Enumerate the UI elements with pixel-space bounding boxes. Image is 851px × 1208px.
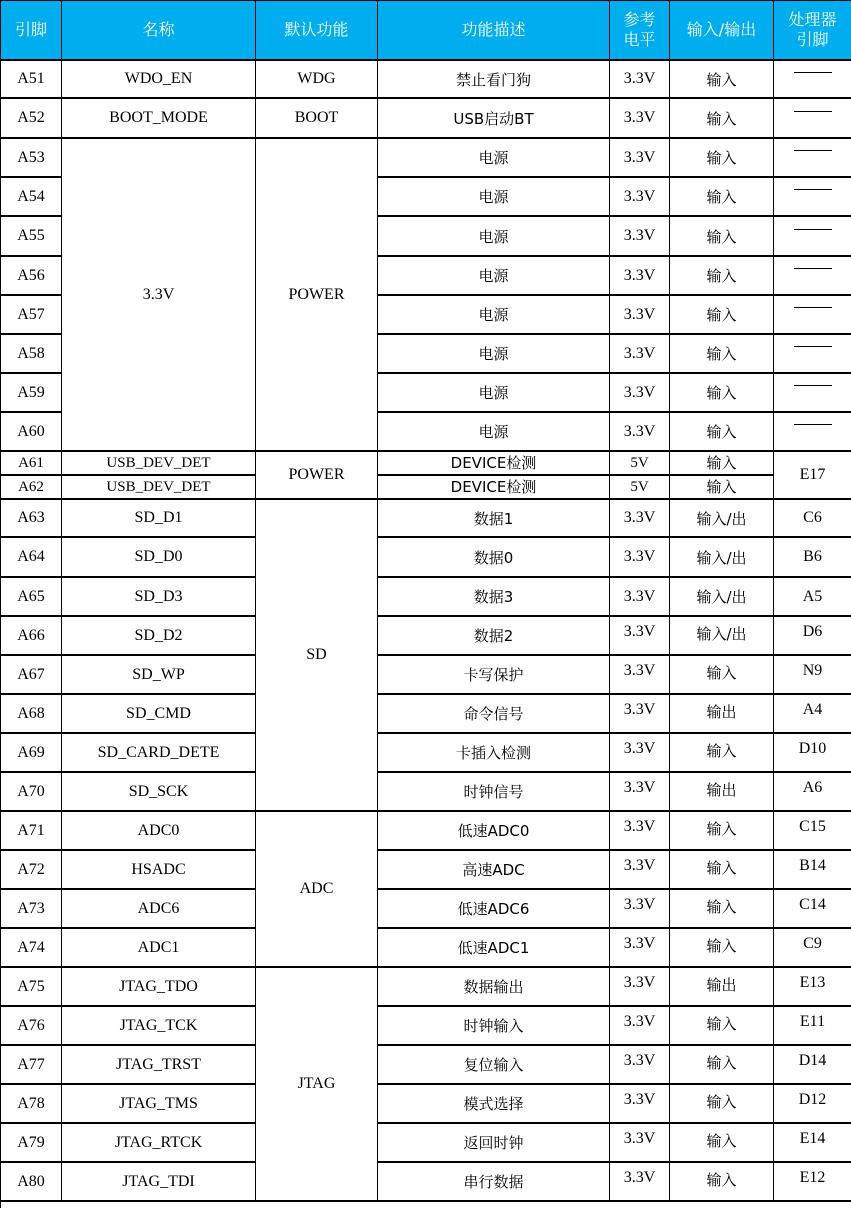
name-cell: JTAG_RTCK <box>62 1124 256 1163</box>
level-cell: 3.3V <box>610 812 670 851</box>
pin-cell: A52 <box>1 99 62 139</box>
pin-cell: A71 <box>1 812 62 851</box>
pin-cell: A64 <box>1 538 62 578</box>
io-cell: 输入 <box>670 296 774 335</box>
name-cell: SD_D3 <box>62 578 256 617</box>
dash-mark <box>794 424 832 425</box>
cpu-pin-cell <box>774 139 851 178</box>
level-cell: 3.3V <box>610 139 670 178</box>
io-cell: 输入/出 <box>670 538 774 578</box>
dash-mark <box>794 189 832 190</box>
name-cell: SD_CMD <box>62 695 256 734</box>
description-cell: 禁止看门狗 <box>378 61 610 99</box>
name-cell: JTAG_TDI <box>62 1163 256 1202</box>
description-cell: 时钟输入 <box>378 1007 610 1046</box>
level-cell: 3.3V <box>610 178 670 217</box>
dash-mark <box>794 385 832 386</box>
cpu-pin-cell: C9 <box>774 929 851 968</box>
adc-function-cell: ADC <box>256 812 378 968</box>
dash-mark <box>794 150 832 151</box>
level-cell: 3.3V <box>610 929 670 968</box>
pin-cell: A53 <box>1 139 62 178</box>
dash-mark <box>794 307 832 308</box>
dash-mark <box>794 111 832 112</box>
io-cell: 输入 <box>670 1007 774 1046</box>
io-cell: 输入 <box>670 374 774 413</box>
level-cell: 3.3V <box>610 413 670 452</box>
io-cell: 输入 <box>670 476 774 500</box>
pin-cell: A80 <box>1 1163 62 1202</box>
description-cell: 电源 <box>378 374 610 413</box>
description-cell: 卡插入检测 <box>378 734 610 773</box>
description-cell: 命令信号 <box>378 695 610 734</box>
cpu-pin-cell: C14 <box>774 890 851 929</box>
pin-cell: A76 <box>1 1007 62 1046</box>
pin-cell: A79 <box>1 1124 62 1163</box>
pin-cell: A65 <box>1 578 62 617</box>
level-cell: 3.3V <box>610 61 670 99</box>
description-cell: 串行数据 <box>378 1163 610 1202</box>
io-cell: 输入 <box>670 1085 774 1124</box>
name-cell: JTAG_TMS <box>62 1085 256 1124</box>
io-cell: 输入 <box>670 929 774 968</box>
cpu-pin-cell <box>774 413 851 452</box>
description-cell: 时钟信号 <box>378 773 610 812</box>
description-cell: 数据0 <box>378 538 610 578</box>
cpu-pin-cell: E12 <box>774 1163 851 1202</box>
io-cell: 输入 <box>670 217 774 257</box>
description-cell: 电源 <box>378 413 610 452</box>
name-cell: JTAG_TDO <box>62 968 256 1007</box>
level-cell: 3.3V <box>610 1085 670 1124</box>
name-cell: USB_DEV_DET <box>62 452 256 476</box>
description-cell: 模式选择 <box>378 1085 610 1124</box>
pin-cell: A72 <box>1 851 62 890</box>
cpu-pin-cell <box>774 335 851 374</box>
header-default-function: 默认功能 <box>256 1 378 61</box>
pin-cell: A75 <box>1 968 62 1007</box>
name-cell: SD_D1 <box>62 500 256 538</box>
io-cell: 输出 <box>670 695 774 734</box>
cpu-pin-cell: B6 <box>774 538 851 578</box>
header-cpu-pin: 处理器 引脚 <box>774 1 851 61</box>
pin-cell: A59 <box>1 374 62 413</box>
io-cell: 输入 <box>670 139 774 178</box>
level-cell: 3.3V <box>610 851 670 890</box>
io-cell: 输入 <box>670 178 774 217</box>
pin-cell: A56 <box>1 257 62 296</box>
pin-cell: A78 <box>1 1085 62 1124</box>
cpu-pin-cell <box>774 178 851 217</box>
dash-mark <box>794 229 832 230</box>
pin-cell: A73 <box>1 890 62 929</box>
pin-cell: A77 <box>1 1046 62 1085</box>
pin-cell: A54 <box>1 178 62 217</box>
cpu-pin-cell: E14 <box>774 1124 851 1163</box>
pin-cell: A68 <box>1 695 62 734</box>
io-cell: 输入 <box>670 851 774 890</box>
description-cell: 数据2 <box>378 617 610 656</box>
cpu-pin-cell <box>774 61 851 99</box>
level-cell: 3.3V <box>610 773 670 812</box>
description-cell: 电源 <box>378 178 610 217</box>
description-cell: DEVICE检测 <box>378 476 610 500</box>
description-cell: 低速ADC6 <box>378 890 610 929</box>
header-io: 输入/输出 <box>670 1 774 61</box>
level-cell: 3.3V <box>610 1163 670 1202</box>
name-cell: JTAG_TRST <box>62 1046 256 1085</box>
name-cell: HSADC <box>62 851 256 890</box>
level-cell: 3.3V <box>610 1046 670 1085</box>
pin-cell: A70 <box>1 773 62 812</box>
description-cell: USB启动BT <box>378 99 610 139</box>
description-cell: 数据输出 <box>378 968 610 1007</box>
pin-cell: A67 <box>1 656 62 695</box>
io-cell: 输入/出 <box>670 578 774 617</box>
pin-cell: A60 <box>1 413 62 452</box>
io-cell: 输入 <box>670 890 774 929</box>
description-cell: 返回时钟 <box>378 1124 610 1163</box>
io-cell: 输出 <box>670 773 774 812</box>
cpu-pin-cell: D14 <box>774 1046 851 1085</box>
name-cell: SD_D0 <box>62 538 256 578</box>
io-cell: 输入 <box>670 1124 774 1163</box>
level-cell: 3.3V <box>610 257 670 296</box>
io-cell: 输入 <box>670 1046 774 1085</box>
level-cell: 3.3V <box>610 99 670 139</box>
pin-cell: A62 <box>1 476 62 500</box>
description-cell: 电源 <box>378 335 610 374</box>
name-cell: SD_CARD_DETE <box>62 734 256 773</box>
level-cell: 3.3V <box>610 217 670 257</box>
description-cell: 电源 <box>378 296 610 335</box>
level-cell: 3.3V <box>610 538 670 578</box>
function-cell: BOOT <box>256 99 378 139</box>
description-cell: 低速ADC0 <box>378 812 610 851</box>
io-cell: 输入 <box>670 734 774 773</box>
name-cell: USB_DEV_DET <box>62 476 256 500</box>
name-cell: SD_WP <box>62 656 256 695</box>
pin-cell: A66 <box>1 617 62 656</box>
level-cell: 3.3V <box>610 1124 670 1163</box>
description-cell: 低速ADC1 <box>378 929 610 968</box>
name-cell: SD_SCK <box>62 773 256 812</box>
io-cell: 输入/出 <box>670 617 774 656</box>
level-cell: 5V <box>610 452 670 476</box>
level-cell: 3.3V <box>610 734 670 773</box>
name-cell: SD_D2 <box>62 617 256 656</box>
cpu-pin-cell <box>774 374 851 413</box>
io-cell: 输入 <box>670 99 774 139</box>
io-cell: 输入 <box>670 812 774 851</box>
cpu-pin-cell <box>774 99 851 139</box>
name-cell: JTAG_TCK <box>62 1007 256 1046</box>
level-cell: 5V <box>610 476 670 500</box>
level-cell: 3.3V <box>610 617 670 656</box>
pin-cell: A58 <box>1 335 62 374</box>
name-cell: BOOT_MODE <box>62 99 256 139</box>
header-description: 功能描述 <box>378 1 610 61</box>
description-cell: 复位输入 <box>378 1046 610 1085</box>
io-cell: 输入 <box>670 413 774 452</box>
pin-cell: A55 <box>1 217 62 257</box>
name-cell: ADC0 <box>62 812 256 851</box>
name-cell: ADC1 <box>62 929 256 968</box>
pin-cell: A69 <box>1 734 62 773</box>
description-cell: 电源 <box>378 257 610 296</box>
cpu-pin-cell <box>774 296 851 335</box>
level-cell: 3.3V <box>610 968 670 1007</box>
dash-mark <box>794 72 832 73</box>
cpu-pin-cell: E13 <box>774 968 851 1007</box>
header-ref-level: 参考 电平 <box>610 1 670 61</box>
usb-cpu-pin-cell: E17 <box>774 452 851 500</box>
description-cell: 电源 <box>378 139 610 178</box>
cpu-pin-cell: A6 <box>774 773 851 812</box>
cpu-pin-cell: A4 <box>774 695 851 734</box>
pin-cell: A61 <box>1 452 62 476</box>
io-cell: 输入/出 <box>670 500 774 538</box>
dash-mark <box>794 346 832 347</box>
power-name-cell: 3.3V <box>62 139 256 452</box>
level-cell: 3.3V <box>610 335 670 374</box>
io-cell: 输出 <box>670 968 774 1007</box>
header-pin: 引脚 <box>1 1 62 61</box>
cpu-pin-cell: E11 <box>774 1007 851 1046</box>
description-cell: DEVICE检测 <box>378 452 610 476</box>
cpu-pin-cell: C15 <box>774 812 851 851</box>
header-name: 名称 <box>62 1 256 61</box>
cpu-pin-cell: D10 <box>774 734 851 773</box>
io-cell: 输入 <box>670 1163 774 1202</box>
level-cell: 3.3V <box>610 656 670 695</box>
description-cell: 卡写保护 <box>378 656 610 695</box>
function-cell: WDG <box>256 61 378 99</box>
pin-cell: A57 <box>1 296 62 335</box>
cpu-pin-cell: N9 <box>774 656 851 695</box>
level-cell: 3.3V <box>610 695 670 734</box>
jtag-function-cell: JTAG <box>256 968 378 1202</box>
pin-cell: A74 <box>1 929 62 968</box>
io-cell: 输入 <box>670 656 774 695</box>
io-cell: 输入 <box>670 61 774 99</box>
description-cell: 数据1 <box>378 500 610 538</box>
cpu-pin-cell: D12 <box>774 1085 851 1124</box>
usb-function-cell: POWER <box>256 452 378 500</box>
power-function-cell: POWER <box>256 139 378 452</box>
level-cell: 3.3V <box>610 500 670 538</box>
name-cell: WDO_EN <box>62 61 256 99</box>
io-cell: 输入 <box>670 452 774 476</box>
cpu-pin-cell: B14 <box>774 851 851 890</box>
level-cell: 3.3V <box>610 296 670 335</box>
pin-cell: A63 <box>1 500 62 538</box>
pin-cell: A51 <box>1 61 62 99</box>
dash-mark <box>794 268 832 269</box>
cpu-pin-cell: D6 <box>774 617 851 656</box>
io-cell: 输入 <box>670 257 774 296</box>
description-cell: 数据3 <box>378 578 610 617</box>
name-cell: ADC6 <box>62 890 256 929</box>
description-cell: 高速ADC <box>378 851 610 890</box>
cpu-pin-cell: A5 <box>774 578 851 617</box>
description-cell: 电源 <box>378 217 610 257</box>
level-cell: 3.3V <box>610 578 670 617</box>
level-cell: 3.3V <box>610 374 670 413</box>
cpu-pin-cell <box>774 257 851 296</box>
cpu-pin-cell <box>774 217 851 257</box>
level-cell: 3.3V <box>610 1007 670 1046</box>
io-cell: 输入 <box>670 335 774 374</box>
sd-function-cell: SD <box>256 500 378 812</box>
level-cell: 3.3V <box>610 890 670 929</box>
cpu-pin-cell: C6 <box>774 500 851 538</box>
